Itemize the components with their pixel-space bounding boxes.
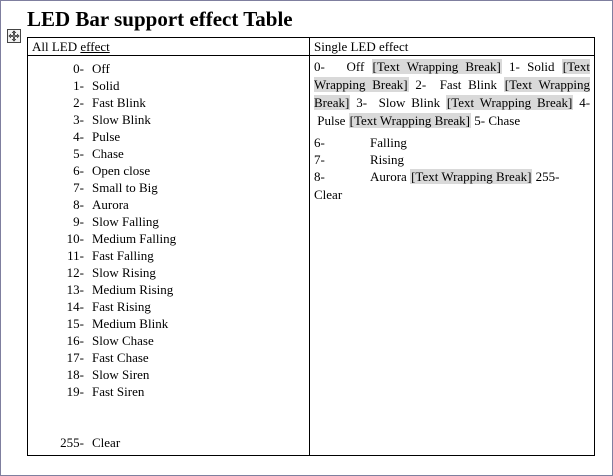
list-item [32, 111, 305, 128]
list-item-label: Falling [370, 135, 407, 150]
text-wrapping-break-field: [Text Wrapping Break] [314, 59, 591, 92]
move-handle-icon[interactable] [7, 29, 21, 43]
list-item [32, 230, 305, 247]
list-item [314, 134, 590, 151]
single-led-flow-text [314, 59, 590, 128]
list-item-number: 8- [73, 197, 84, 212]
flow-text: 1- [509, 59, 520, 74]
list-item-number: 19- [66, 384, 84, 399]
list-item-number: 10- [66, 231, 84, 246]
text-wrapping-break-field: [Text Wrapping Break] [349, 113, 471, 128]
list-item-number: 6- [314, 135, 325, 150]
list-item [32, 162, 305, 179]
list-item-number: 13- [66, 282, 84, 297]
flow-space [497, 77, 504, 92]
list-item [32, 315, 305, 332]
text-wrapping-break-field: [Text Wrapping Break] [411, 169, 532, 184]
list-item-label: Fast Rising [92, 299, 151, 314]
list-item-number: 3- [73, 112, 84, 127]
flow-space [426, 77, 440, 92]
flow-text: 4- [579, 95, 591, 110]
list-item [32, 366, 305, 383]
single-led-list [310, 134, 594, 208]
single-led-flow [310, 56, 594, 134]
list-item-label: Fast Falling [92, 248, 154, 263]
list-item [32, 383, 305, 400]
list-item-label: Open close [92, 163, 151, 178]
list-item [32, 281, 305, 298]
table-header-row [28, 38, 595, 56]
list-item-number: 12- [66, 265, 84, 280]
list-item-number: 11- [67, 248, 84, 263]
list-item-number: 17- [66, 350, 84, 365]
flow-text: 2- [415, 77, 427, 92]
list-item-number: 14- [66, 299, 84, 314]
list-item [32, 128, 305, 145]
all-led-rows [32, 60, 305, 400]
list-item [32, 349, 305, 366]
list-item-label: Small to Big [92, 180, 158, 195]
list-item [32, 94, 305, 111]
flow-text: Pulse [317, 113, 346, 128]
flow-space [502, 59, 509, 74]
header-cell-single-led [310, 38, 595, 56]
list-item-number: 6- [73, 163, 84, 178]
flow-text: Slow Blink [378, 95, 441, 110]
list-item-number: 255- [60, 435, 84, 450]
flow-text: 5- Chase [474, 113, 521, 128]
header-cell-all-led [28, 38, 310, 56]
table-body-row [28, 56, 595, 456]
list-item-label: Rising [370, 152, 404, 167]
list-item [32, 60, 305, 77]
list-item-label: Solid [92, 78, 120, 93]
list-item [32, 77, 305, 94]
single-led-tail-last-label: Clear [314, 187, 343, 202]
flow-text: Off [346, 59, 365, 74]
list-item-label: Fast Blink [92, 95, 146, 110]
single-led-effect-header: Single LED effect [314, 39, 409, 54]
flow-text: Solid [527, 59, 555, 74]
flow-space [367, 95, 379, 110]
all-led-list [28, 56, 309, 455]
list-item-number: 18- [66, 367, 84, 382]
all-led-header-prefix: All LED [32, 39, 81, 54]
list-item-label: Clear [92, 435, 121, 450]
list-item-label: Slow Chase [92, 333, 154, 348]
list-item-label: Chase [92, 146, 124, 161]
body-cell-single-led [310, 56, 595, 456]
all-led-effect-header [28, 38, 309, 55]
list-item-number: 7- [73, 180, 84, 195]
list-item-label: Aurora [92, 197, 129, 212]
list-item-label: Off [92, 61, 110, 76]
list-item-label: Slow Siren [92, 367, 150, 382]
text-wrapping-break-field: [Text Wrapping Break] [372, 59, 501, 74]
list-item-label: Pulse [92, 129, 121, 144]
list-item-number: 7- [314, 152, 325, 167]
flow-text: 3- [356, 95, 368, 110]
flow-space [325, 59, 347, 74]
flow-text: Fast Blink [439, 77, 498, 92]
single-led-rows [314, 134, 590, 168]
list-item [32, 434, 305, 451]
flow-text: 0- [314, 59, 325, 74]
list-item-label: Medium Blink [92, 316, 169, 331]
list-item-number: 2- [73, 95, 84, 110]
list-item-number: 16- [66, 333, 84, 348]
list-item [32, 264, 305, 281]
single-led-tail-label: Aurora [370, 169, 407, 184]
text-wrapping-break-field: [Text Wrapping Break] [446, 95, 573, 110]
text-wrapping-break-field: [Text Wrapping Break] [314, 77, 590, 110]
flow-space [520, 59, 527, 74]
list-item-label: Fast Chase [92, 350, 149, 365]
list-item-label: Medium Rising [92, 282, 174, 297]
single-led-tail-last-number: 255- [535, 169, 560, 184]
single-led-tail-number: 8- [314, 169, 325, 184]
list-item [32, 179, 305, 196]
list-item-label: Medium Falling [92, 231, 177, 246]
list-item [32, 247, 305, 264]
single-led-tail [314, 168, 590, 204]
list-item [32, 213, 305, 230]
list-item-number: 5- [73, 146, 84, 161]
body-cell-all-led [28, 56, 310, 456]
list-item-label: Slow Blink [92, 112, 151, 127]
page-title: LED Bar support effect Table [27, 7, 293, 31]
list-item-number: 1- [73, 78, 84, 93]
list-item [32, 332, 305, 349]
list-item-label: Fast Siren [92, 384, 145, 399]
list-item-number: 4- [73, 129, 84, 144]
list-item-label: Slow Falling [92, 214, 159, 229]
effects-table [27, 37, 595, 456]
list-item-number: 0- [73, 61, 84, 76]
list-item-label: Slow Rising [92, 265, 156, 280]
list-item [32, 145, 305, 162]
all-led-header-underlined: effect [80, 39, 110, 54]
list-item-number: 9- [73, 214, 84, 229]
flow-space [555, 59, 562, 74]
list-spacer [32, 400, 305, 434]
list-item-number: 15- [66, 316, 84, 331]
list-item [32, 196, 305, 213]
list-item [314, 151, 590, 168]
list-item [32, 298, 305, 315]
flow-space [364, 59, 371, 74]
